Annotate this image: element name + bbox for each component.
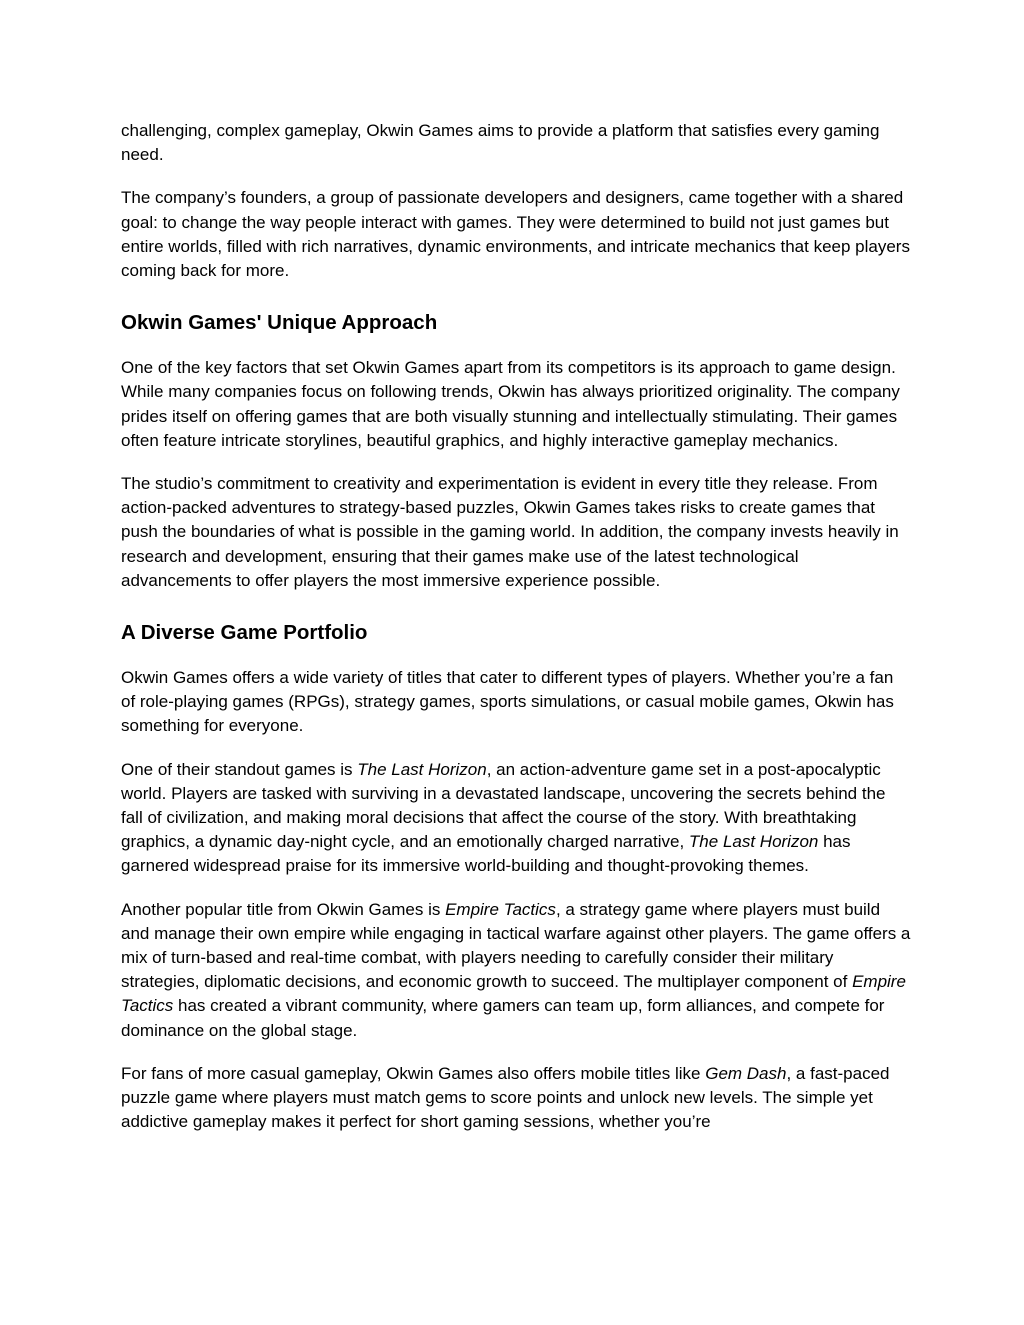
- paragraph-empire-tactics: [121, 898, 911, 1043]
- paragraph-key-factors: One of the key factors that set Okwin Games apart from its competitors is its approach to game design. While many companies focus on following trends, Okwin has always prioritized originality. The company prides itself on offering games that are both visually stunning and intellectually stimulating. Their games often feature intricate storylines, beautiful graphics, and highly interactive gameplay mechanics.: [121, 358, 900, 450]
- game-title-gem-dash: Gem Dash: [705, 1063, 787, 1083]
- game-title-the-last-horizon: The Last Horizon: [357, 759, 487, 779]
- game-title-empire-tactics: Empire Tactics: [121, 972, 906, 1016]
- document-page: [121, 119, 911, 1154]
- text-run: has garnered widespread praise for its immersive world-building and thought-provoking themes.: [121, 832, 851, 876]
- paragraph-gem-dash: [121, 1062, 911, 1135]
- game-title-the-last-horizon: The Last Horizon: [688, 832, 819, 852]
- paragraph-founders: The company’s founders, a group of passionate developers and designers, came together with a shared goal: to change the way people interact with games. They were determined to build not just games but entire worlds, filled with rich narratives, dynamic environments, and intricate mechanics that keep players coming back for more.: [121, 188, 910, 281]
- paragraph-intro-continuation: challenging, complex gameplay, Okwin Games aims to provide a platform that satisfies every gaming need.: [121, 121, 880, 165]
- text-run: Another popular title from Okwin Games is: [121, 899, 446, 919]
- game-title-empire-tactics: Empire Tactics: [445, 899, 556, 919]
- paragraph-last-horizon: [121, 758, 911, 879]
- text-run: has created a vibrant community, where gamers can team up, form alliances, and compete for dominance on the global stage.: [121, 996, 885, 1040]
- heading-unique-approach: Okwin Games' Unique Approach: [121, 311, 438, 335]
- text-run: , a strategy game where players must build and manage their own empire while engaging in tactical warfare against other players. The game offers a mix of turn-based and real-time combat, with players needing to carefully consider their military strategies, diplomatic decisions, and economic growth to succeed. The multiplayer component of: [121, 899, 911, 992]
- heading-game-portfolio: A Diverse Game Portfolio: [121, 621, 368, 645]
- paragraph-creativity: The studio’s commitment to creativity and experimentation is evident in every title they release. From action-packed adventures to strategy-based puzzles, Okwin Games takes risks to create games that push the boundaries of what is possible in the gaming world. In addition, the company invests heavily in research and development, ensuring that their games make use of the latest technological advancements to offer players the most immersive experience possible.: [121, 474, 899, 590]
- text-run: , an action-adventure game set in a post-apocalyptic world. Players are tasked with surviving in a devastated landscape, uncovering the secrets behind the fall of civilization, and making moral decisions that affect the course of the story. With breathtaking graphics, a dynamic day-night cycle, and an emotionally charged narrative,: [121, 759, 886, 852]
- text-run: One of their standout games is: [121, 759, 358, 779]
- text-run: For fans of more casual gameplay, Okwin Games also offers mobile titles like: [121, 1063, 706, 1083]
- paragraph-variety: Okwin Games offers a wide variety of titles that cater to different types of players. Whether you’re a fan of role-playing games (RPGs), strategy games, sports simulations, or casual mobile games, Okwin has something for everyone.: [121, 668, 894, 736]
- text-run: , a fast-paced puzzle game where players must match gems to score points and unlock new levels. The simple yet addictive gameplay makes it perfect for short gaming sessions, whether you’re: [121, 1063, 890, 1132]
